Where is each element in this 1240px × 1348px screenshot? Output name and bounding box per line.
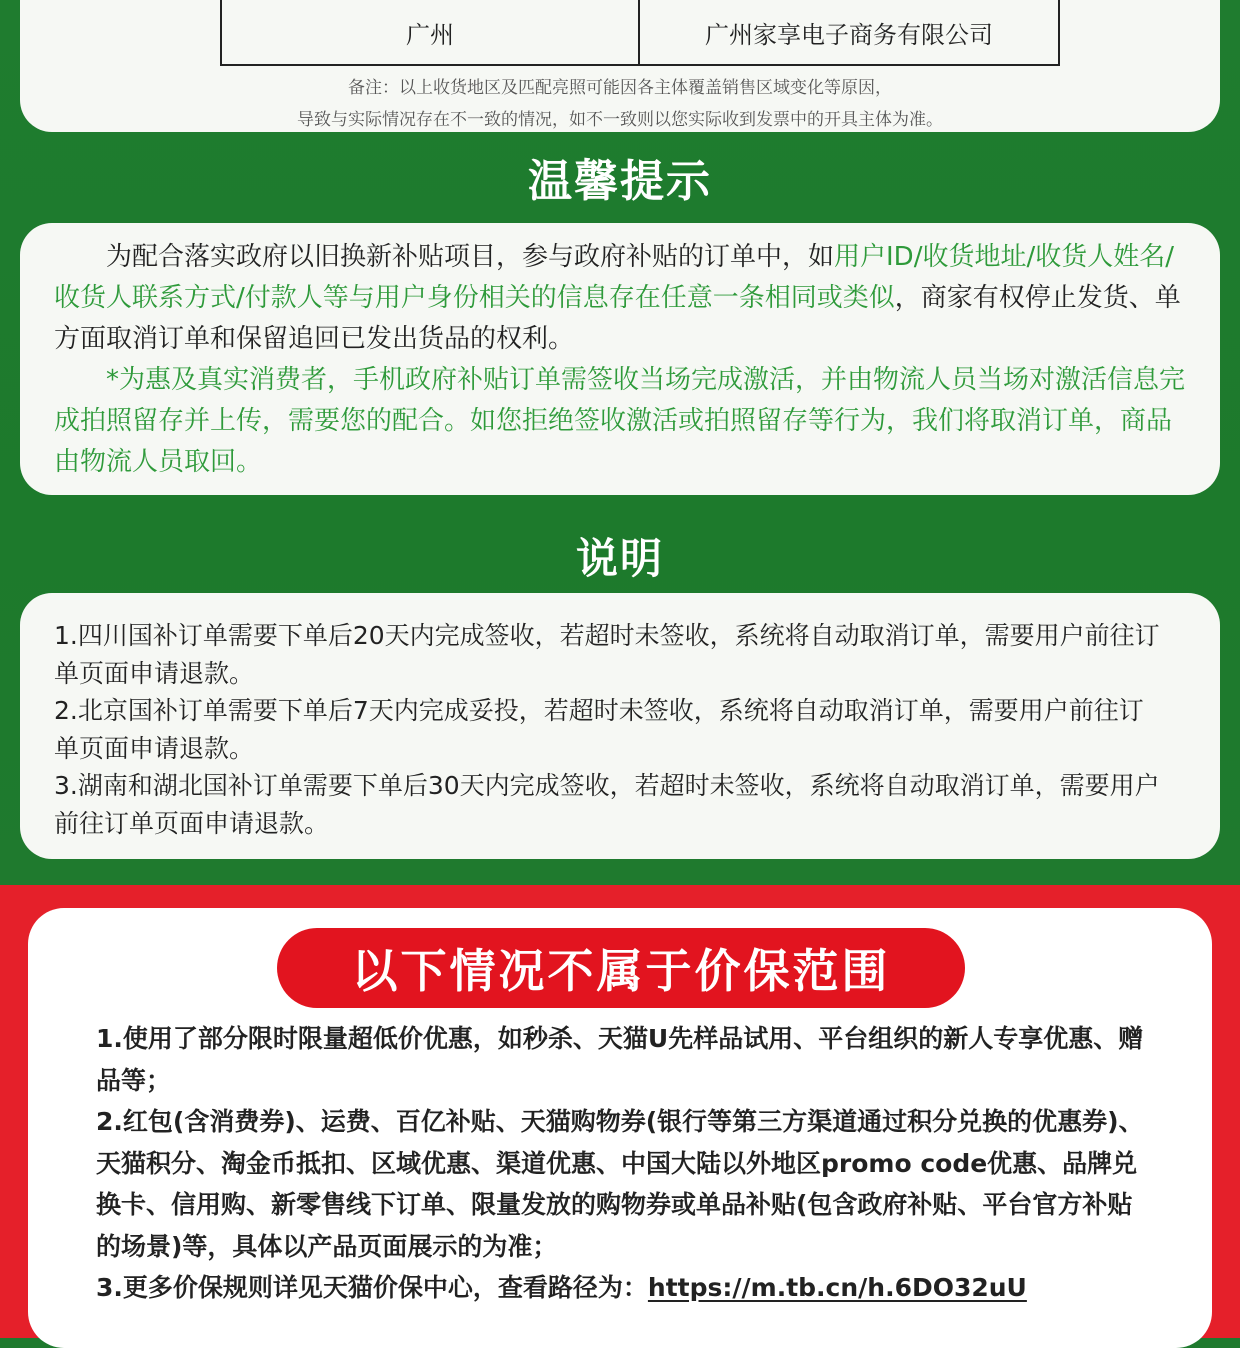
tips-p1-highlight: 用户ID/收货地址/收货人姓名/收货人联系方式/付款人等与用户身份相关的信息存在任意一条相同或类似	[54, 242, 1174, 313]
tips-card	[20, 223, 1220, 495]
explain-item-3: 3.湖南和湖北国补订单需要下单后30天内完成签收，若超时未签收，系统将自动取消订单，需要用户前往订单页面申请退款。	[54, 771, 1160, 838]
price-protect-list	[96, 1018, 1156, 1309]
region-city-cell: 广州	[222, 0, 640, 64]
explain-item-1: 1.四川国补订单需要下单后20天内完成签收，若超时未签收，系统将自动取消订单，需要用户前往订单页面申请退款。	[54, 621, 1160, 688]
price-protect-item-2: 2.红包(含消费券)、运费、百亿补贴、天猫购物券(银行等第三方渠道通过积分兑换的优惠券)、天猫积分、淘金币抵扣、区域优惠、渠道优惠、中国大陆以外地区promo code优惠、品牌兑换卡、信用购、新零售线下订单、限量发放的购物券或单品补贴(包含政府补贴、平台官方补贴的场景)等，具体以产品页面展示的为准；	[96, 1107, 1144, 1261]
note-line-2: 导致与实际情况存在不一致的情况，如不一致则以您实际收到发票中的开具主体为准。	[297, 110, 943, 130]
tips-p1-text-a: 为配合落实政府以旧换新补贴项目，参与政府补贴的订单中，如	[106, 242, 835, 272]
explain-item-2: 2.北京国补订单需要下单后7天内完成妥投，若超时未签收，系统将自动取消订单，需要用户前往订单页面申请退款。	[54, 696, 1144, 763]
tips-p1-text-c: ，商家有权停止发货、单方面取消订单和保留追回已发出货品的权利。	[54, 283, 1181, 354]
region-company-cell: 广州家享电子商务有限公司	[705, 20, 993, 49]
explain-title: 说明	[575, 534, 664, 583]
price-center-link[interactable]: https://m.tb.cn/h.6DO32uU	[647, 1273, 1027, 1302]
explain-card	[20, 593, 1220, 859]
price-protect-item-3	[96, 1267, 1156, 1309]
note-line-1: 备注：以上收货地区及匹配亮照可能因各主体覆盖销售区域变化等原因，	[348, 78, 892, 98]
tips-title: 温馨提示	[528, 156, 712, 207]
price-protect-item-1: 1.使用了部分限时限量超低价优惠，如秒杀、天猫U先样品试用、平台组织的新人专享优惠、赠品等；	[96, 1024, 1144, 1095]
price-protect-title: 以下情况不属于价保范围	[277, 928, 965, 1008]
region-card	[20, 0, 1220, 132]
price-protect-item-3-text: 3.更多价保规则详见天猫价保中心，查看路径为：	[96, 1273, 648, 1302]
price-protect-card	[28, 908, 1212, 1348]
region-table-row	[220, 0, 1060, 66]
tips-paragraph-2: *为惠及真实消费者，手机政府补贴订单需签收当场完成激活，并由物流人员当场对激活信息完成拍照留存并上传，需要您的配合。如您拒绝签收激活或拍照留存等行为，我们将取消订单，商品由物流人员取回。	[54, 365, 1186, 477]
tips-paragraph-1	[54, 237, 1188, 360]
